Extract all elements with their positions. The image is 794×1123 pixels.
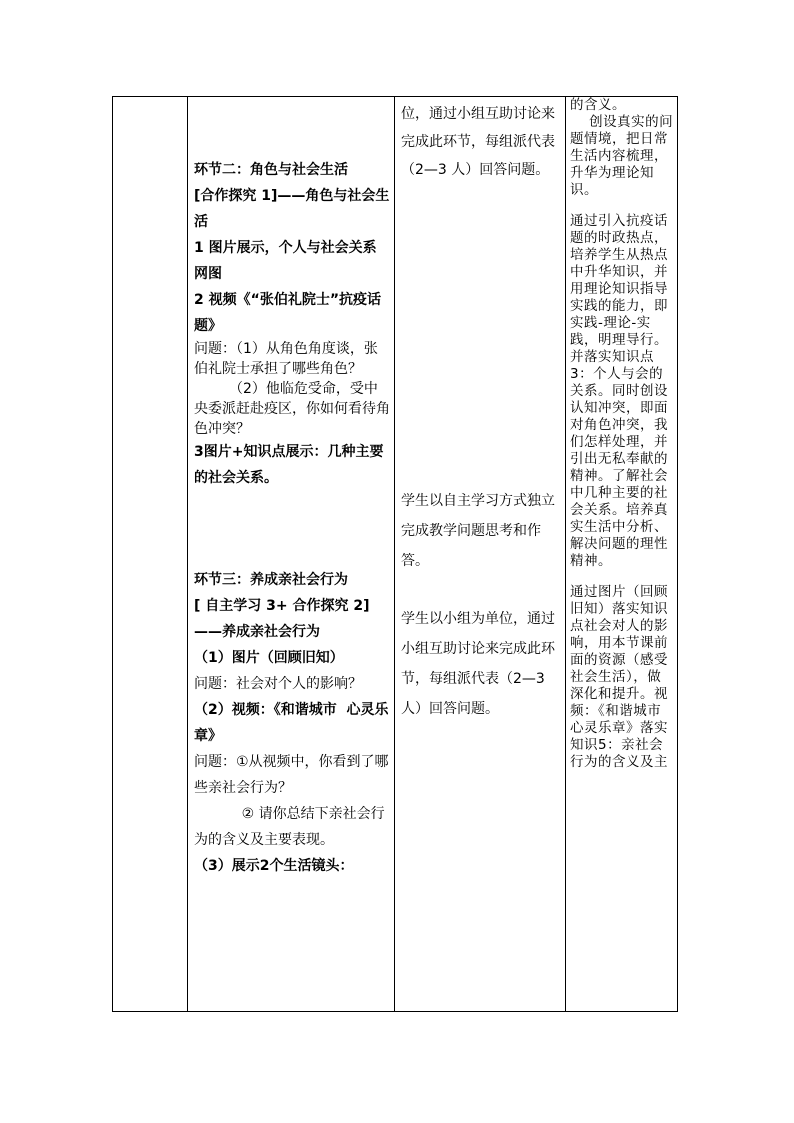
intent-3: 通过引入抗疫话题的时政热点，培养学生从热点中升华知识，并用理论知识指导实践的能力，即实践-理论-实践，明理导行。并落实知识点3：个人与会的关系。同时创设认知冲突，即面对角色冲突，我们怎样处理，并引出无私奉献的精神。了解社会中几种主要的社会关系。培养真实生活中分析、解决问题的理性精神。 [570,213,668,569]
item-3: 3图片+知识点展示：几种主要的社会关系。 [194,444,384,486]
question-1: 问题：（1）从角色角度谈，张伯礼院士承担了哪些角色？ [194,341,378,377]
teaching-process-cell [188,97,394,1011]
section3-title: 环节三：养成亲社会行为 [194,572,348,588]
section3-coop: [ 自主学习 3+ 合作探究 2]——养成亲社会行为 [194,598,370,640]
section2-coop: [合作探究 1]——角色与社会生活 [194,188,390,230]
step-2-question-2: ② 请你总结下亲社会行为的含义及主要表现。 [194,806,385,848]
item-1: 1 图片展示，个人与社会关系网图 [194,240,377,282]
activity-top: 位，通过小组互助讨论来完成此环节，每组派代表（2—3 人）回答问题。 [401,106,555,178]
section2-title: 环节二：角色与社会生活 [194,162,348,178]
lesson-plan-table [112,96,678,1012]
activity-bottom: 学生以小组为单位，通过小组互助讨论来完成此环节，每组派代表（2—3 人）回答问题。 [401,611,555,717]
step-1: （1）图片（回顾旧知） [194,650,344,666]
intent-4: 通过图片（回顾旧知）落实知识点社会对人的影响，用本节课前面的资源（感受社会生活），做深化和提升。视频：《和谐城市 心灵乐章》落实知识5：亲社会行为的含义及主 [570,584,671,770]
design-intent-cell [566,97,678,1011]
first-column-cell [113,97,187,1011]
step-3: （3）展示2个生活镜头： [194,858,354,874]
intent-1: 的含义。 [570,97,626,113]
intent-2: 创设真实的问题情境，把日常生活内容梳理，升华为理论知识。 [570,114,674,198]
step-1-question: 问题：社会对个人的影响？ [194,676,362,692]
step-2: （2）视频：《和谐城市 心灵乐章》 [194,702,389,744]
step-2-question-1: 问题：①从视频中，你看到了哪些亲社会行为？ [194,754,389,796]
question-2: （2）他临危受命，受中央委派赶赴疫区，你如何看待角色冲突？ [194,381,390,437]
student-activity-cell [395,97,565,1011]
item-2: 2 视频《“张伯礼院士”抗疫话题》 [194,292,382,334]
activity-middle: 学生以自主学习方式独立完成教学问题思考和作答。 [401,493,555,569]
